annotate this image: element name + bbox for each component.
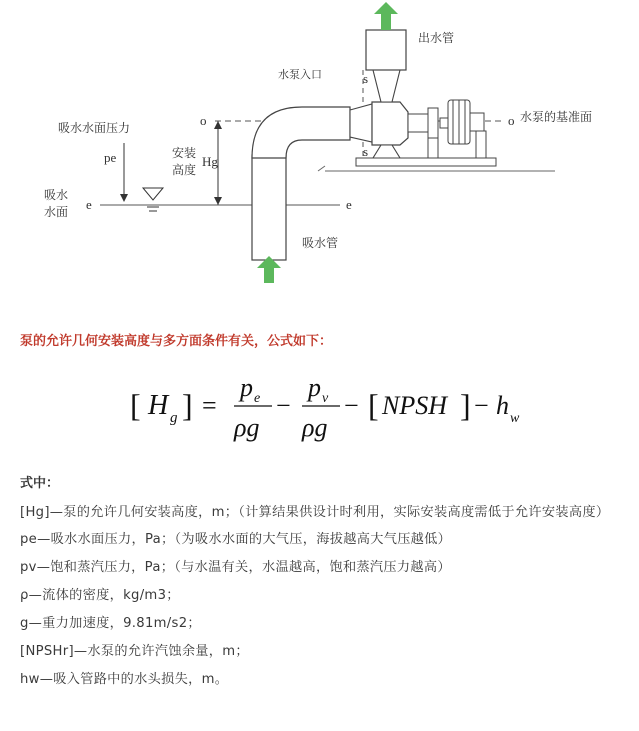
pump-installation-diagram: [0, 0, 639, 300]
formula-lhs-sub: g: [170, 410, 178, 426]
hg-symbol: Hg: [202, 154, 218, 169]
pump-body: [372, 102, 408, 145]
pump-base: [356, 158, 496, 166]
water-surface-icon: [143, 188, 163, 200]
install-height-label-2: 高度: [172, 163, 197, 177]
marker-o-right: o: [508, 113, 515, 128]
definition-item: [NPSHr]—水泵的允许汽蚀余量，m；: [20, 644, 249, 659]
marker-s-top: s: [363, 71, 369, 86]
marker-e-right: e: [346, 197, 352, 212]
t2-num-sub: v: [322, 391, 329, 406]
elbow-pipe: [252, 107, 350, 158]
marker-o-left: o: [200, 113, 207, 128]
where-label: 式中：: [20, 476, 60, 491]
suction-surface-label-2: 水面: [44, 205, 69, 219]
outflow-arrow-icon: [374, 2, 398, 30]
suction-pressure-label: 吸水水面压力: [58, 121, 131, 135]
suction-pipe: [252, 155, 286, 260]
definition-item: pe—吸水水面压力，Pa；（为吸水水面的大气压，海拔越高大气压越低）: [20, 532, 452, 547]
definition-item: g—重力加速度，9.81m/s2；: [20, 616, 201, 631]
equals-sign: =: [202, 391, 217, 420]
bracket-close: ]: [182, 387, 193, 423]
suction-pipe-label: 吸水管: [302, 236, 339, 250]
formula-npsh: NPSH: [382, 391, 447, 420]
install-height-label-1: 安装: [172, 146, 197, 160]
formula-h: h: [496, 391, 509, 420]
marker-s-bottom: s: [363, 144, 369, 159]
bracket-close-2: ]: [460, 387, 471, 423]
pump-datum-label: 水泵的基准面: [520, 110, 593, 124]
marker-e-left: e: [86, 197, 92, 212]
section-heading: 泵的允许几何安装高度与多方面条件有关，公式如下：: [20, 334, 333, 349]
outlet-pipe: [366, 30, 406, 70]
definition-item: ρ—流体的密度，kg/m3；: [20, 588, 180, 603]
pump-inlet-label: 水泵入口: [278, 68, 322, 81]
definitions-list: [20, 500, 628, 694]
minus-3: −: [474, 391, 489, 420]
formula-h-sub: w: [510, 411, 520, 426]
bracket-open-2: [: [368, 387, 379, 423]
t2-den: ρg: [302, 413, 328, 442]
minus-1: −: [276, 391, 291, 420]
t1-num-sub: e: [254, 391, 261, 406]
outlet-pipe-label: 出水管: [418, 31, 455, 45]
definition-item: pv—饱和蒸汽压力，Pa；（与水温有关，水温越高，饱和蒸汽压力越高）: [20, 560, 451, 575]
definition-item: [Hg]—泵的允许几何安装高度，m；（计算结果供设计时利用，实际安装高度需低于允许安装高度）: [20, 505, 610, 520]
pe-symbol: pe: [104, 150, 117, 165]
t1-den: ρg: [234, 413, 260, 442]
formula: [0, 372, 639, 452]
suction-surface-label-1: 吸水: [44, 188, 69, 202]
t2-num: p: [308, 373, 321, 402]
minus-2: −: [344, 391, 359, 420]
definition-item: hw—吸入管路中的水头损失，m。: [20, 672, 229, 687]
t1-num: p: [240, 373, 253, 402]
pe-arrow-icon: [120, 194, 128, 202]
bracket-open: [: [130, 387, 141, 423]
formula-lhs: H: [148, 390, 169, 421]
